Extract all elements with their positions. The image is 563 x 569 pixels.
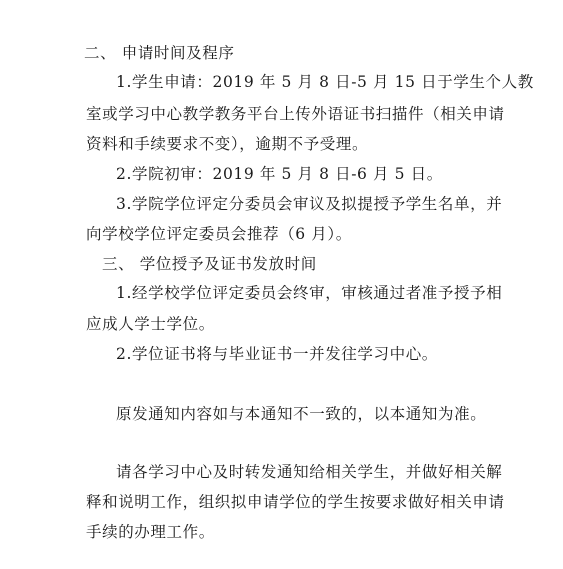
section-3-item-1-line-1: 1.经学校学位评定委员会终审，审核通过者准予授予相 [116,284,503,302]
notice-line-1: 原发通知内容如与本通知不一致的，以本通知为准。 [116,405,487,423]
section-2-item-3-line-1: 3.学院学位评定分委员会审议及拟提授予学生名单，并 [116,195,503,213]
section-3-heading: 三、 学位授予及证书发放时间 [102,255,317,273]
section-2-heading: 二、 申请时间及程序 [84,44,235,62]
request-line-1: 请各学习中心及时转发通知给相关学生，并做好相关解 [116,463,503,481]
section-3-item-1-line-2: 应成人学士学位。 [86,315,215,333]
request-line-2: 释和说明工作，组织拟申请学位的学生按要求做好相关申请 [86,493,505,511]
section-2-item-3-line-2: 向学校学位评定委员会推荐（6 月）。 [86,225,352,243]
section-2-item-2-line-1: 2.学院初审：2019 年 5 月 8 日-6 月 5 日。 [116,165,443,183]
section-2-item-1-line-3: 资料和手续要求不变），逾期不予受理。 [86,135,369,153]
section-2-item-1-line-1: 1.学生申请：2019 年 5 月 8 日-5 月 15 日于学生个人教 [116,73,534,91]
section-3-item-2-line-1: 2.学位证书将与毕业证书一并发往学习中心。 [116,345,438,363]
section-2-item-1-line-2: 室或学习中心教学教务平台上传外语证书扫描件（相关申请 [86,105,505,123]
request-line-3: 手续的办理工作。 [86,523,215,541]
